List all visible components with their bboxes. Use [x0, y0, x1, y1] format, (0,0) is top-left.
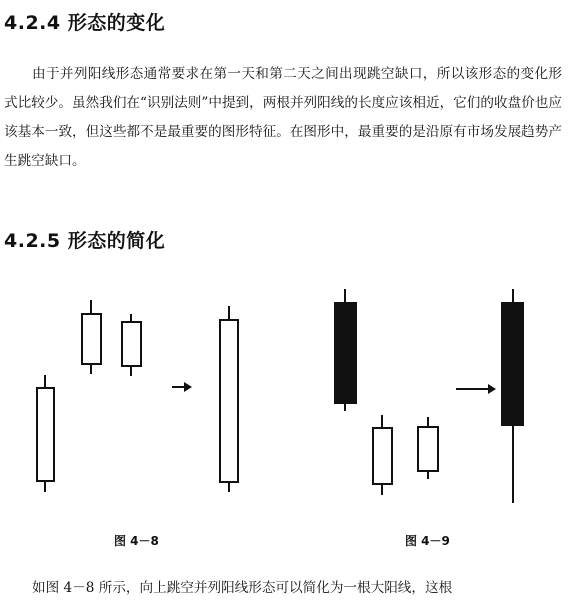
candlestick-white-second — [82, 300, 101, 374]
candlestick-white-second — [373, 415, 392, 495]
right-arrow-icon — [456, 384, 496, 394]
paragraph-simplification: 如图 4－8 所示，向上跳空并列阳线形态可以简化为一根大阳线，这根 — [32, 580, 453, 596]
candlestick-white-third — [418, 417, 438, 479]
candlestick-black-simplified — [502, 289, 523, 503]
section-heading-4-2-5: 4.2.5 形态的简化 — [4, 230, 166, 252]
section-heading-4-2-4: 4.2.4 形态的变化 — [4, 12, 166, 34]
candlestick-black-first — [335, 289, 356, 411]
figure-4-8-caption: 图 4－8 — [114, 534, 159, 548]
figure-4-9-diagram — [318, 287, 538, 509]
candlestick-white-first — [37, 375, 54, 492]
right-arrow-icon — [172, 382, 192, 392]
figure-4-9-caption: 图 4－9 — [405, 534, 450, 548]
candlestick-white-simplified — [220, 306, 238, 492]
figure-4-8-diagram — [24, 292, 252, 502]
candlestick-white-third — [122, 314, 141, 376]
paragraph-variations: 由于并列阳线形态通常要求在第一天和第二天之间出现跳空缺口，所以该形态的变化形式比较少。虽然我们在“识别法则”中提到，两根并列阳线的长度应该相近，它们的收盘价也应该基本一致，但这些都不是最重要的图形特征。在图形中，最重要的是沿原有市场发展趋势产生跳空缺口。 — [4, 66, 562, 169]
